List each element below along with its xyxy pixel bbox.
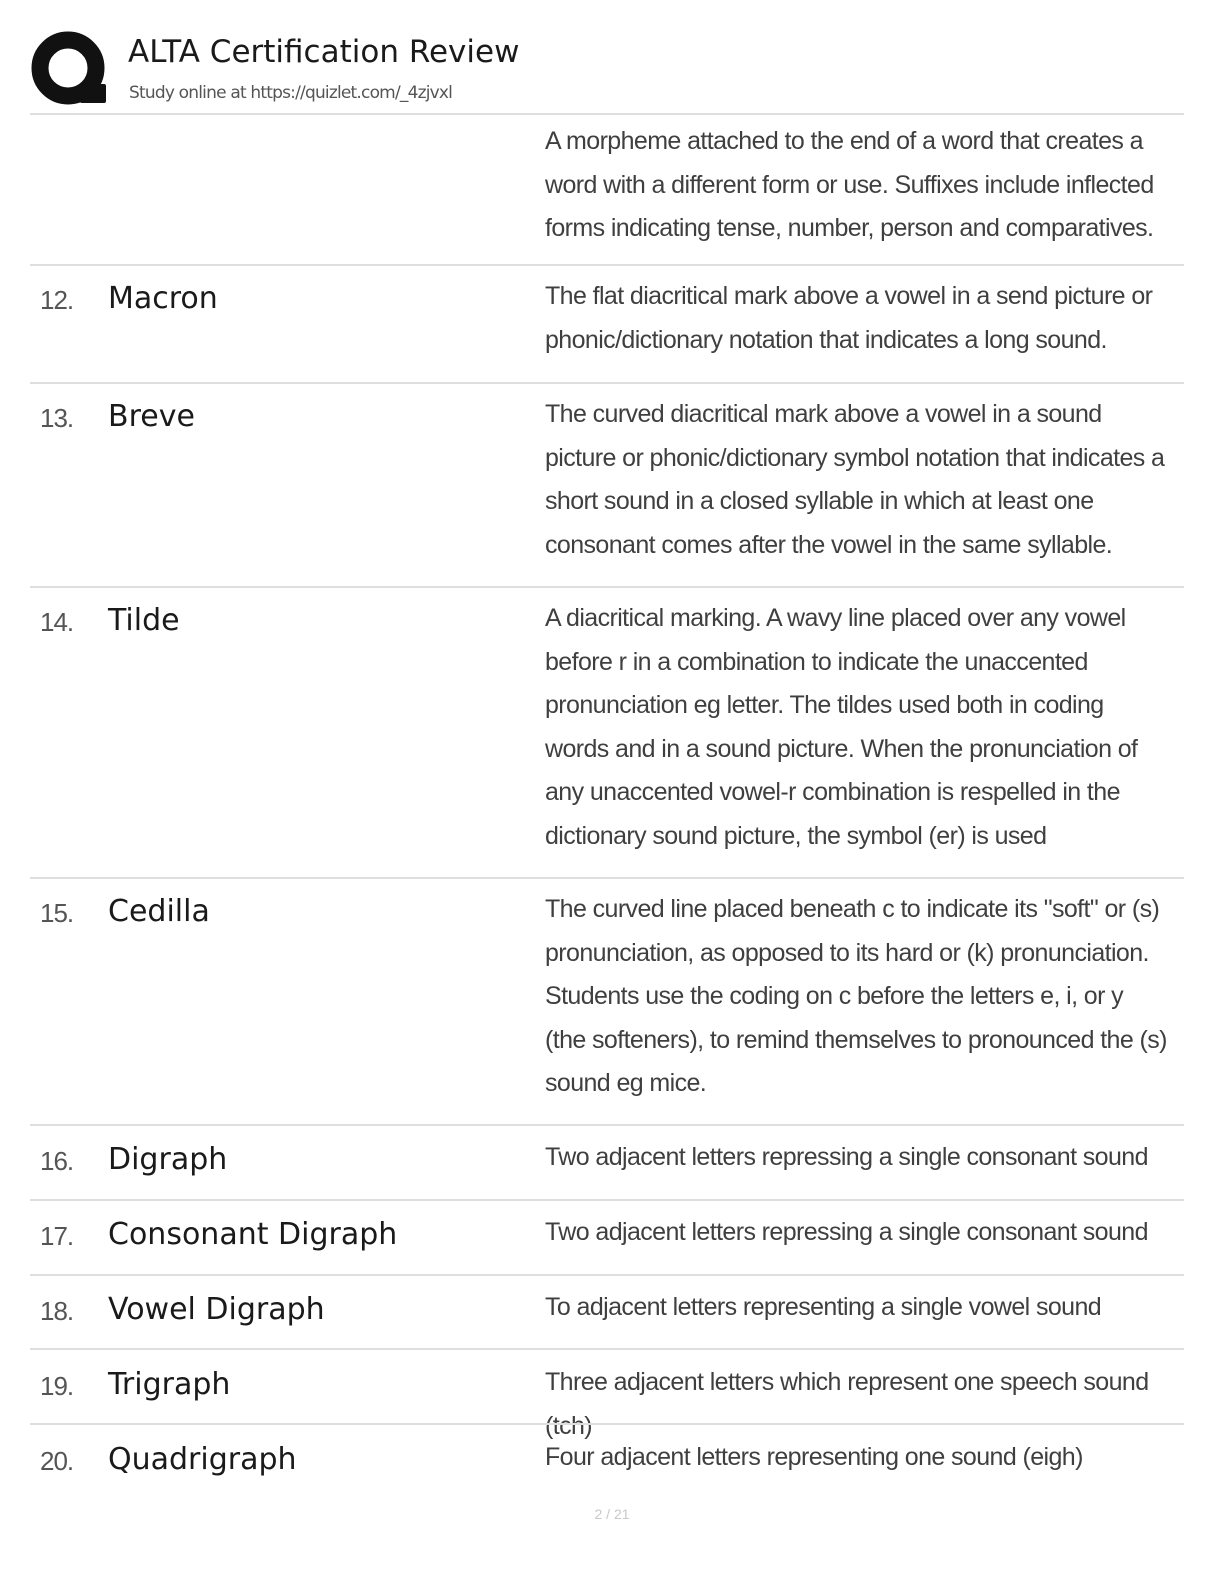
row-divider bbox=[30, 382, 1184, 384]
term-number: 14. bbox=[40, 607, 74, 637]
term-number: 16. bbox=[40, 1146, 74, 1176]
term-word: Digraph bbox=[108, 1142, 228, 1177]
term-number: 17. bbox=[40, 1221, 74, 1251]
page-header bbox=[30, 30, 1184, 112]
term-word: Quadrigraph bbox=[108, 1442, 297, 1477]
term-definition: The curved diacritical mark above a vowel in a sound picture or phonic/dictionary symbol notation that indicates a short sound in a closed syllable in which at least one consonant comes after the vowel in the same syllable. bbox=[545, 400, 1165, 559]
term-number: 15. bbox=[40, 898, 74, 928]
row-divider bbox=[30, 1274, 1184, 1276]
row-divider bbox=[30, 877, 1184, 879]
term-definition: To adjacent letters representing a single vowel sound bbox=[545, 1293, 1102, 1321]
row-divider bbox=[30, 586, 1184, 588]
header-divider bbox=[30, 113, 1184, 115]
continued-definition: A morpheme attached to the end of a word that creates a word with a different form or use. Suffixes include inflected forms indicating tense, number, person and comparatives. bbox=[545, 127, 1154, 242]
term-word: Macron bbox=[108, 281, 218, 316]
row-divider bbox=[30, 1423, 1184, 1425]
quizlet-logo-icon bbox=[30, 30, 108, 108]
row-divider bbox=[30, 1348, 1184, 1350]
row-divider bbox=[30, 264, 1184, 266]
term-number: 19. bbox=[40, 1371, 74, 1401]
term-number: 13. bbox=[40, 403, 74, 433]
term-definition: The curved line placed beneath c to indicate its "soft" or (s) pronunciation, as opposed to its hard or (k) pronunciation. Students use the coding on c before the letters e, i, or y (the softeners), to remind themselves to pronounced the (s) sound eg mice. bbox=[545, 895, 1167, 1097]
row-divider bbox=[30, 1124, 1184, 1126]
document-title: ALTA Certification Review bbox=[128, 34, 520, 70]
term-definition: The flat diacritical mark above a vowel in a send picture or phonic/dictionary notation that indicates a long sound. bbox=[545, 282, 1153, 354]
term-definition: Two adjacent letters repressing a single consonant sound bbox=[545, 1143, 1148, 1171]
term-number: 18. bbox=[40, 1296, 74, 1326]
term-word: Consonant Digraph bbox=[108, 1217, 398, 1252]
term-number: 20. bbox=[40, 1446, 74, 1476]
term-word: Vowel Digraph bbox=[108, 1292, 325, 1327]
term-word: Breve bbox=[108, 399, 195, 434]
term-word: Trigraph bbox=[108, 1367, 231, 1402]
study-online-link-text[interactable]: Study online at https://quizlet.com/_4zjvxl bbox=[129, 83, 453, 103]
term-definition: Four adjacent letters representing one sound (eigh) bbox=[545, 1443, 1083, 1471]
term-word: Tilde bbox=[108, 603, 180, 638]
page-number: 2 / 21 bbox=[594, 1506, 630, 1522]
term-number: 12. bbox=[40, 285, 74, 315]
term-word: Cedilla bbox=[108, 894, 210, 929]
row-divider bbox=[30, 1199, 1184, 1201]
term-definition: Three adjacent letters which represent one speech sound (tch) bbox=[545, 1368, 1149, 1440]
term-definition: A diacritical marking. A wavy line placed over any vowel before r in a combination to indicate the unaccented pronunciation eg letter. The tildes used both in coding words and in a sound picture. When the pronunciation of any unaccented vowel-r combination is respelled in the dictionary sound picture, the symbol (er) is used bbox=[545, 604, 1138, 850]
term-definition: Two adjacent letters repressing a single consonant sound bbox=[545, 1218, 1148, 1246]
